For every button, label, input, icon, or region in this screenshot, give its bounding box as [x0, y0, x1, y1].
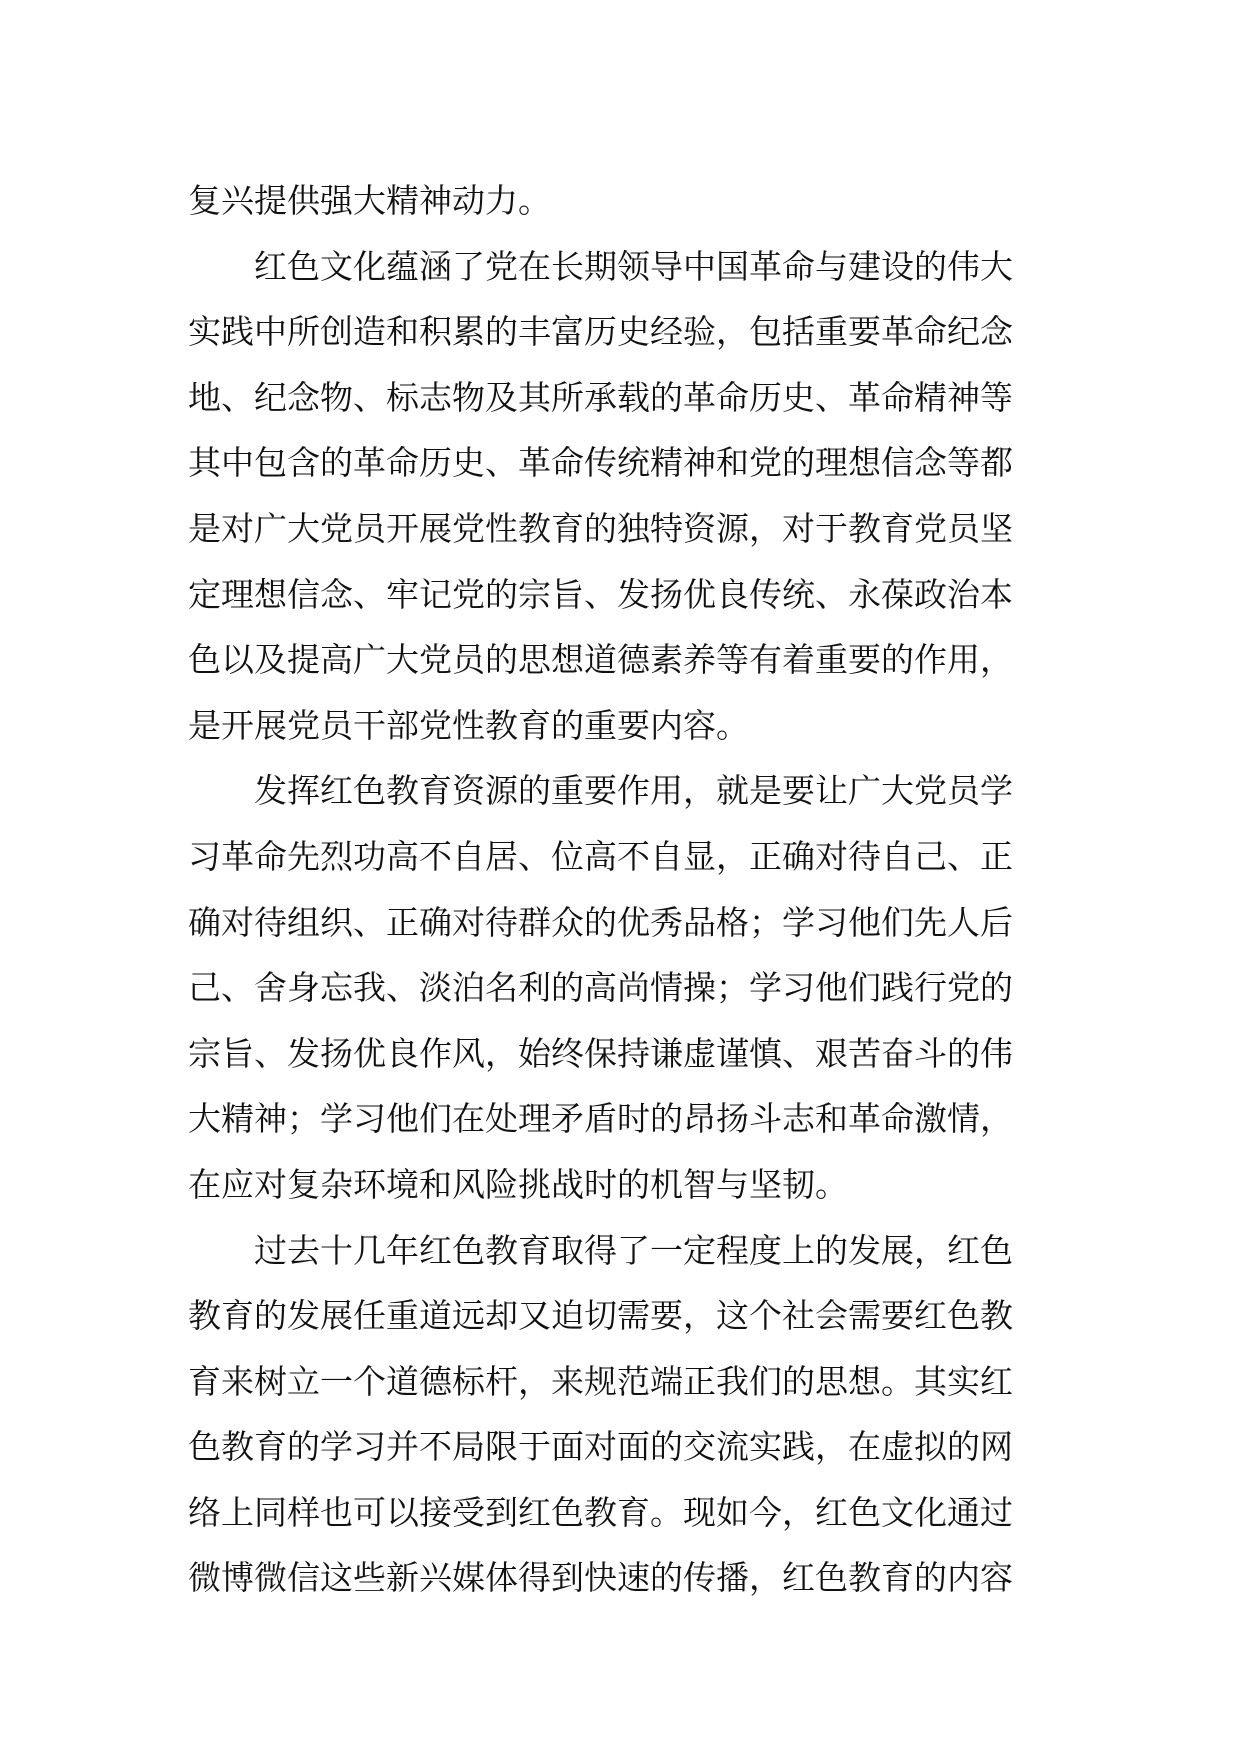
- text-line: 复兴提供强大精神动力。: [188, 181, 551, 220]
- text-line: 育来树立一个道德标杆，来规范端正我们的思想。其实红: [188, 1361, 1013, 1401]
- text-line: 在应对复杂环境和风险挑战时的机智与坚韧。: [188, 1164, 848, 1204]
- text-line: 宗旨、发扬优良作风，始终保持谦虚谨慎、艰苦奋斗的伟: [188, 1033, 1013, 1073]
- body-text: [188, 168, 1058, 1611]
- text-line: 定理想信念、牢记党的宗旨、发扬优良传统、永葆政治本: [188, 574, 1013, 614]
- text-line: 习革命先烈功高不自居、位高不自显，正确对待自己、正: [188, 836, 1013, 876]
- text-line: 红色文化蕴涵了党在长期领导中国革命与建设的伟大: [254, 246, 1013, 286]
- text-line: 地、纪念物、标志物及其所承载的革命历史、革命精神等: [188, 377, 1013, 417]
- text-line: 教育的发展任重道远却又迫切需要，这个社会需要红色教: [188, 1296, 1013, 1336]
- text-line: 大精神；学习他们在处理矛盾时的昂扬斗志和革命激情，: [188, 1099, 1013, 1139]
- text-line: 其中包含的革命历史、革命传统精神和党的理想信念等都: [188, 443, 1013, 483]
- text-line: 色以及提高广大党员的思想道德素养等有着重要的作用，: [188, 640, 1013, 680]
- text-line: 色教育的学习并不局限于面对面的交流实践，在虚拟的网: [188, 1427, 1013, 1467]
- text-line: 是对广大党员开展党性教育的独特资源，对于教育党员坚: [188, 508, 1013, 548]
- text-line: 过去十几年红色教育取得了一定程度上的发展，红色: [254, 1230, 1013, 1270]
- text-line: 己、舍身忘我、淡泊名利的高尚情操；学习他们践行党的: [188, 968, 1013, 1008]
- text-line: 发挥红色教育资源的重要作用，就是要让广大党员学: [254, 771, 1013, 811]
- text-line: 络上同样也可以接受到红色教育。现如今，红色文化通过: [188, 1492, 1013, 1532]
- text-line: 确对待组织、正确对待群众的优秀品格；学习他们先人后: [188, 902, 1013, 942]
- text-line: 实践中所创造和积累的丰富历史经验，包括重要革命纪念: [188, 312, 1013, 352]
- text-line: 是开展党员干部党性教育的重要内容。: [188, 705, 749, 745]
- text-line: 微博微信这些新兴媒体得到快速的传播，红色教育的内容: [188, 1558, 1013, 1598]
